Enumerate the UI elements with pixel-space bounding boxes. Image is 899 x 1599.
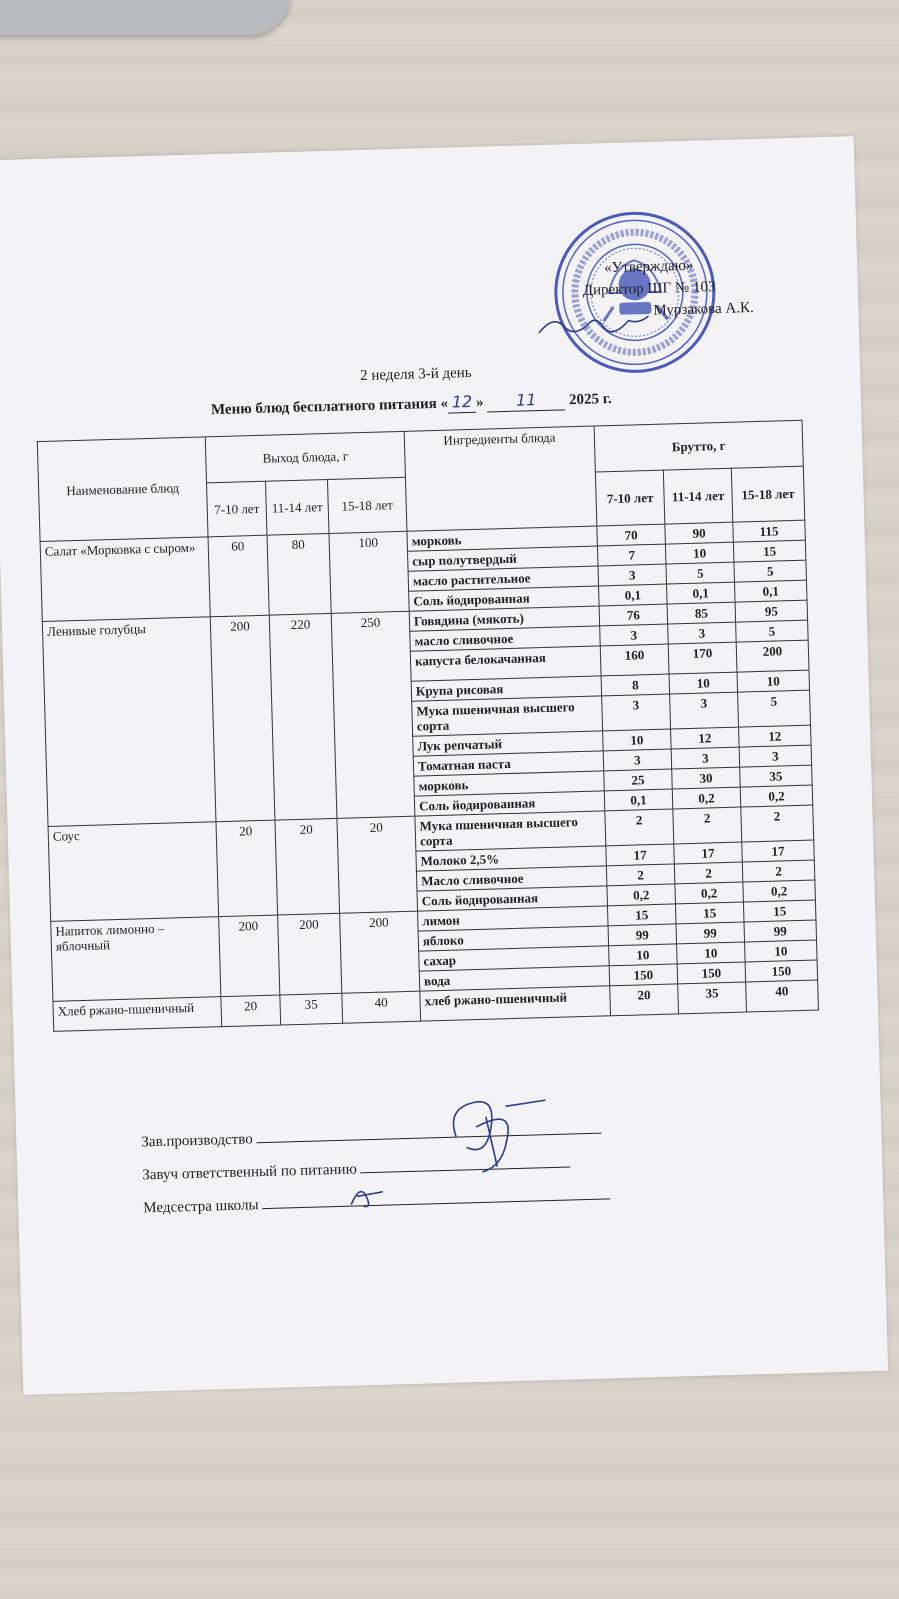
dish-name-cell: Соус	[48, 822, 219, 922]
gross-11-14-cell: 12	[671, 727, 740, 749]
gross-7-10-cell: 2	[605, 809, 674, 846]
signature-head-teacher-label: Завуч ответственный по питанию	[142, 1161, 358, 1184]
menu-title-mid: »	[475, 394, 488, 411]
gross-15-18-cell: 3	[739, 745, 812, 767]
output-7-10-cell: 20	[216, 820, 278, 917]
gross-7-10-cell: 15	[607, 904, 676, 926]
gross-11-14-cell: 5	[666, 562, 735, 584]
gross-15-18-cell: 95	[735, 600, 808, 622]
gross-11-14-cell: 150	[677, 962, 746, 984]
ingredient-name-cell: лимон	[418, 906, 608, 931]
ingredient-name-cell: яблоко	[418, 926, 608, 951]
approval-name: Мурзакова А.К.	[653, 300, 754, 319]
gross-11-14-cell: 0,2	[675, 882, 744, 904]
gross-15-18-cell: 10	[737, 670, 810, 692]
month-value: 11	[515, 390, 537, 410]
gross-11-14-cell: 3	[668, 622, 737, 644]
gross-11-14-cell: 3	[670, 692, 739, 729]
dish-name-cell: Салат «Морковка с сыром»	[40, 537, 210, 622]
gross-15-18-cell: 2	[742, 860, 815, 882]
menu-document	[0, 136, 888, 1395]
gross-7-10-cell: 3	[600, 624, 669, 646]
output-11-14-cell: 35	[280, 993, 343, 1025]
gross-15-18-cell: 115	[733, 520, 806, 542]
gross-7-10-cell: 160	[600, 644, 669, 676]
gross-7-10-cell: 7	[597, 544, 666, 566]
gross-11-14-cell: 85	[667, 602, 736, 624]
output-11-14-cell: 200	[278, 913, 342, 995]
header-output-age-11-14: 11-14 лет	[265, 479, 328, 535]
output-15-18-cell: 40	[342, 991, 421, 1023]
gross-7-10-cell: 10	[609, 944, 678, 966]
header-output: Выход блюда, г	[205, 431, 405, 483]
gross-15-18-cell: 15	[733, 540, 806, 562]
gross-15-18-cell: 40	[746, 980, 819, 1012]
ingredient-name-cell: масло растительное	[408, 566, 598, 591]
day-field	[448, 392, 477, 414]
gross-11-14-cell: 17	[674, 842, 743, 864]
clipboard-clip	[0, 0, 290, 35]
gross-11-14-cell: 3	[671, 747, 740, 769]
gross-15-18-cell: 15	[743, 900, 816, 922]
ingredient-name-cell: морковь	[407, 526, 597, 551]
ingredient-name-cell: Соль йодированная	[414, 791, 604, 816]
gross-7-10-cell: 10	[603, 729, 672, 751]
ingredient-name-cell: морковь	[414, 771, 604, 796]
gross-7-10-cell: 17	[606, 844, 675, 866]
gross-15-18-cell: 0,1	[734, 580, 807, 602]
gross-15-18-cell: 5	[736, 620, 809, 642]
output-11-14-cell: 20	[275, 818, 340, 915]
output-15-18-cell: 200	[340, 911, 420, 993]
director-signature-icon	[533, 302, 654, 345]
ingredient-name-cell: хлеб ржано-пшеничный	[420, 986, 611, 1021]
menu-table	[37, 420, 819, 1032]
ingredient-name-cell: масло сливочное	[410, 626, 600, 651]
gross-11-14-cell: 10	[677, 942, 746, 964]
ingredient-name-cell: Томатная паста	[413, 751, 603, 776]
gross-15-18-cell: 5	[734, 560, 807, 582]
gross-15-18-cell: 17	[742, 840, 815, 862]
ingredient-name-cell: Крупа рисовая	[411, 676, 601, 701]
gross-15-18-cell: 0,2	[740, 785, 813, 807]
ingredient-name-cell: Мука пшеничная высшего сорта	[415, 811, 606, 851]
gross-15-18-cell: 150	[745, 960, 818, 982]
gross-7-10-cell: 25	[604, 769, 673, 791]
output-7-10-cell: 200	[210, 615, 275, 822]
ingredient-name-cell: Мука пшеничная высшего сорта	[412, 696, 603, 736]
gross-11-14-cell: 99	[676, 922, 745, 944]
header-gross: Брутто, г	[594, 420, 803, 472]
output-7-10-cell: 60	[208, 535, 269, 617]
signature-production-label: Зав.производство	[141, 1131, 253, 1151]
gross-7-10-cell: 150	[609, 964, 678, 986]
ingredient-name-cell: Лук репчатый	[413, 731, 603, 756]
output-7-10-cell: 200	[219, 915, 280, 997]
dish-name-cell: Напиток лимонно – яблочный	[51, 917, 221, 1002]
gross-15-18-cell: 99	[744, 920, 817, 942]
gross-11-14-cell: 2	[674, 862, 743, 884]
gross-7-10-cell: 20	[610, 984, 679, 1016]
day-value: 12	[451, 391, 473, 412]
header-gross-age-11-14: 11-14 лет	[663, 468, 732, 524]
gross-15-18-cell: 200	[736, 640, 809, 672]
output-15-18-cell: 250	[331, 611, 415, 818]
gross-11-14-cell: 0,1	[667, 582, 736, 604]
gross-7-10-cell: 70	[597, 524, 666, 546]
header-dish: Наименование блюд	[37, 437, 208, 542]
production-signature-icon	[435, 1085, 557, 1178]
menu-title-suffix: 2025 г.	[565, 391, 612, 409]
gross-11-14-cell: 0,2	[672, 787, 741, 809]
gross-15-18-cell: 35	[740, 765, 813, 787]
output-11-14-cell: 80	[267, 533, 331, 615]
gross-7-10-cell: 99	[608, 924, 677, 946]
ingredient-name-cell: Соль йодированная	[409, 586, 599, 611]
gross-15-18-cell: 12	[739, 725, 812, 747]
signature-nurse-line	[262, 1184, 610, 1209]
gross-15-18-cell: 0,2	[743, 880, 816, 902]
gross-7-10-cell: 0,1	[604, 789, 673, 811]
ingredient-name-cell: сахар	[419, 946, 609, 971]
ingredient-name-cell: Соль йодированная	[417, 886, 607, 911]
ingredient-name-cell: вода	[419, 966, 609, 991]
week-day-label: 2 неделя 3-й день	[359, 364, 472, 385]
approval-title: «Утверждаю»	[603, 257, 694, 277]
signature-nurse-label: Медсестра школы	[143, 1197, 259, 1217]
gross-15-18-cell: 5	[738, 690, 811, 727]
gross-11-14-cell: 90	[665, 522, 734, 544]
gross-11-14-cell: 10	[665, 542, 734, 564]
gross-7-10-cell: 76	[599, 604, 668, 626]
gross-7-10-cell: 3	[603, 749, 672, 771]
ingredient-name-cell: Масло сливочное	[416, 866, 606, 891]
ingredient-name-cell: сыр полутвердый	[408, 546, 598, 571]
gross-15-18-cell: 10	[745, 940, 818, 962]
output-15-18-cell: 100	[329, 531, 409, 613]
ingredient-name-cell: капуста белокачанная	[410, 646, 601, 681]
menu-title	[211, 388, 612, 420]
header-gross-age-15-18: 15-18 лет	[731, 466, 804, 522]
dish-name-cell: Хлеб ржано-пшеничный	[53, 997, 222, 1032]
gross-15-18-cell: 2	[741, 805, 814, 842]
gross-11-14-cell: 15	[675, 902, 744, 924]
gross-11-14-cell: 35	[678, 982, 747, 1014]
approval-position: Директор ШГ № 103	[582, 279, 716, 299]
gross-7-10-cell: 3	[602, 694, 671, 731]
gross-7-10-cell: 0,2	[607, 884, 676, 906]
gross-7-10-cell: 3	[598, 564, 667, 586]
ingredient-name-cell: Молоко 2,5%	[416, 846, 606, 871]
gross-7-10-cell: 2	[606, 864, 675, 886]
output-15-18-cell: 20	[337, 816, 418, 913]
gross-11-14-cell: 10	[669, 672, 738, 694]
dish-name-cell: Ленивые голубцы	[42, 617, 216, 827]
menu-title-prefix: Меню блюд бесплатного питания «	[210, 395, 449, 419]
gross-11-14-cell: 2	[673, 807, 742, 844]
gross-11-14-cell: 30	[672, 767, 741, 789]
output-7-10-cell: 20	[221, 995, 281, 1027]
header-gross-age-7-10: 7-10 лет	[595, 470, 664, 526]
ingredient-name-cell: Говядина (мякоть)	[409, 606, 599, 631]
header-output-age-7-10: 7-10 лет	[207, 481, 267, 537]
nurse-signature-icon	[343, 1177, 394, 1214]
month-field	[487, 389, 566, 412]
gross-7-10-cell: 8	[601, 674, 670, 696]
gross-7-10-cell: 0,1	[599, 584, 668, 606]
output-11-14-cell: 220	[269, 613, 337, 820]
header-output-age-15-18: 15-18 лет	[327, 477, 406, 533]
gross-11-14-cell: 170	[668, 642, 737, 674]
header-ingredients: Ингредиенты блюда	[404, 426, 597, 531]
